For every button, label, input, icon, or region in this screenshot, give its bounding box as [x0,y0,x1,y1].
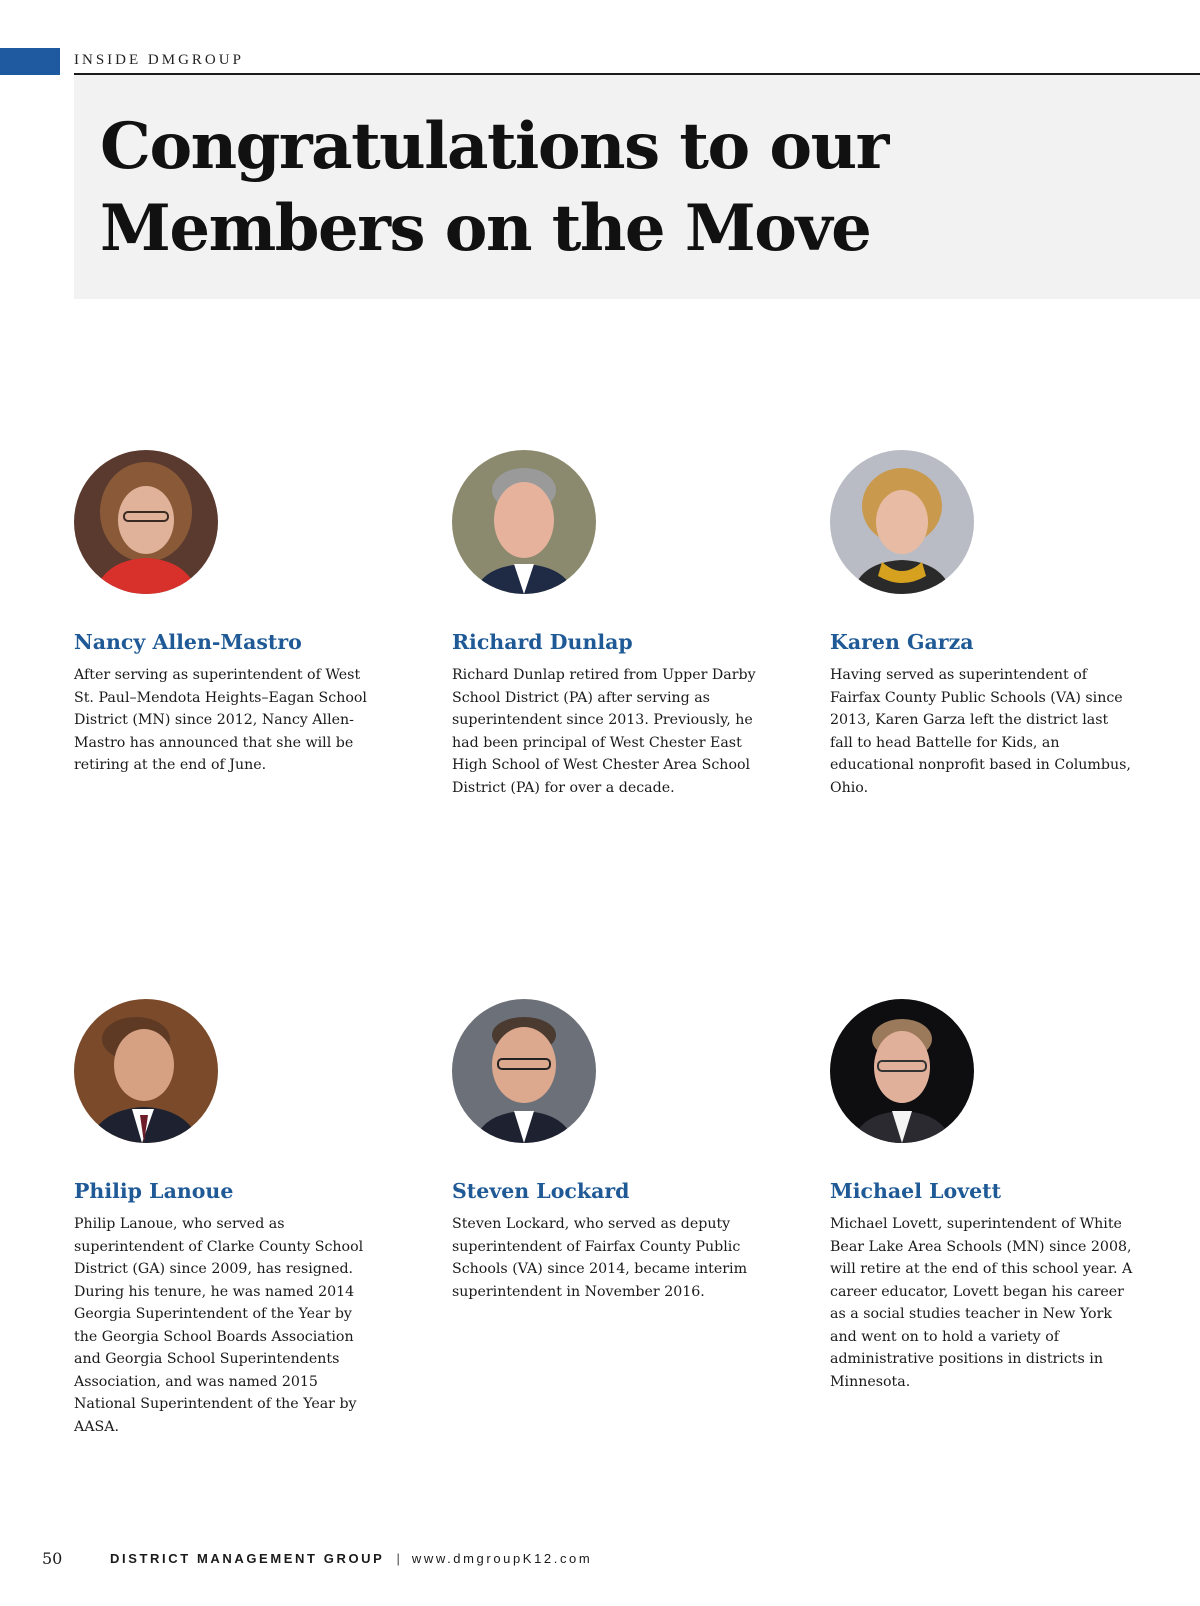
member-name: Steven Lockard [452,1179,630,1203]
member-card [830,999,1140,1393]
member-card [452,450,762,799]
member-bio: Steven Lockard, who served as deputy superintendent of Fairfax County Public Schools (VA) since 2014, became interim superintendent in November 2016. [452,1216,748,1300]
section-label: INSIDE DMGROUP [74,52,244,68]
member-photo [74,450,218,594]
footer-url[interactable]: www.dmgroupK12.com [411,1550,593,1566]
member-card [74,450,384,777]
member-bio: Philip Lanoue, who served as superintendent of Clarke County School District (GA) since 2009, has resigned. During his tenure, he was named 2014 Georgia Superintendent of the Year by the Georgia School Boards Association and Georgia School Superintendents Association, and was named 2015 National Superintendent of the Year by AASA. [74,1216,364,1435]
page-title [100,106,1100,270]
page-footer [42,1546,592,1570]
page-number: 50 [42,1548,63,1568]
footer-divider: | [396,1550,400,1566]
member-card [74,999,384,1438]
member-name: Philip Lanoue [74,1179,234,1203]
member-name: Karen Garza [830,630,974,654]
member-bio: Having served as superintendent of Fairfax County Public Schools (VA) since 2013, Karen Garza left the district last fall to head Battelle for Kids, an educational nonprofit based in Columbus, Ohio. [830,667,1131,796]
member-card [830,450,1140,799]
member-name: Michael Lovett [830,1179,1002,1203]
member-photo [74,999,218,1143]
title-line-1: Congratulations to our [100,109,888,184]
member-name: Nancy Allen-Mastro [74,630,302,654]
member-bio: Michael Lovett, superintendent of White Bear Lake Area Schools (MN) since 2008, will retire at the end of this school year. A career educator, Lovett began his career as a social studies teacher in New York and went on to hold a variety of administrative positions in districts in Minnesota. [830,1216,1133,1390]
member-photo [452,450,596,594]
member-bio: After serving as superintendent of West St. Paul–Mendota Heights–Eagan School District (MN) since 2012, Nancy Allen-Mastro has announced that she will be retiring at the end of June. [74,667,367,773]
member-name: Richard Dunlap [452,630,633,654]
member-card [452,999,762,1303]
title-line-2: Members on the Move [100,191,871,266]
member-photo [452,999,596,1143]
footer-org-name: DISTRICT MANAGEMENT GROUP [110,1550,385,1566]
member-photo [830,450,974,594]
section-accent-tab [0,48,60,75]
member-photo [830,999,974,1143]
member-bio: Richard Dunlap retired from Upper Darby School District (PA) after serving as superintendent since 2013. Previously, he had been principal of West Chester East High School of West Chester Area School District (PA) for over a decade. [452,667,756,796]
